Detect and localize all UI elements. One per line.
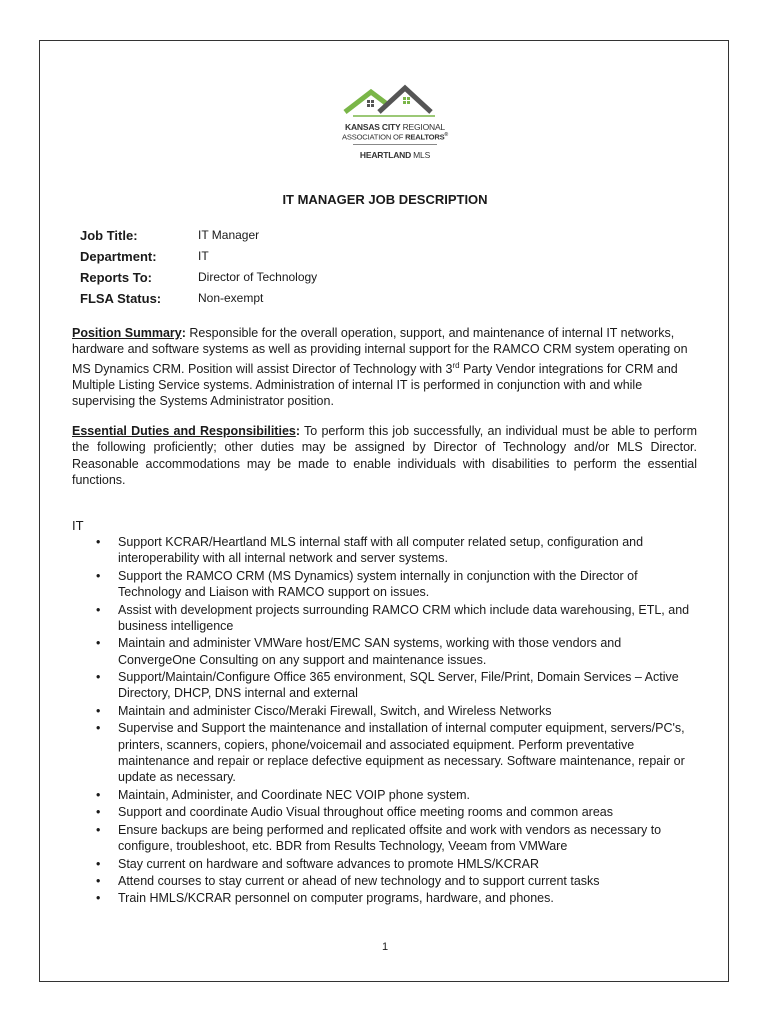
bullet-icon: • (96, 568, 101, 583)
house-roof-logo-icon (335, 84, 455, 124)
list-item: • Maintain and administer Cisco/Meraki Firewall, Switch, and Wireless Networks (96, 703, 552, 718)
reports-to-label: Reports To: (80, 270, 152, 285)
job-title-value: IT Manager (198, 228, 260, 242)
list-item: • Support the RAMCO CRM (MS Dynamics) system internally in conjunction with the Director of Technology and Liaison with RAMCO support on issues. (96, 568, 638, 600)
list-item: • Supervise and Support the maintenance and installation of internal computer equipment, servers/PC's, printers, scanners, copiers, phone/voicemail and associated equipment. Perform preventative maintenance and repair or replace defective equipment as necessary. Software maintenance, repair or update as necessary. (96, 721, 685, 785)
bullet-icon: • (96, 535, 101, 549)
bullet-icon: • (96, 670, 101, 685)
list-item: • Train HMLS/KCRAR personnel on computer programs, hardware, and phones. (96, 891, 554, 906)
bullet-icon: • (96, 856, 101, 871)
it-section-label: IT (72, 518, 84, 533)
essential-duties-intro: Essential Duties and Responsibilities: To perform this job successfully, an individual must be able to perform the following proficiently; other duties may be assigned by Director of Technology and/or MLS Director. Reasonable accommodations may be made to enable individuals with disabilities to perform the essential functions. (72, 424, 697, 487)
position-summary-heading: Position Summary (72, 326, 182, 340)
flsa-status-value: Non-exempt (198, 291, 264, 305)
flsa-status-label: FLSA Status: (80, 291, 162, 306)
duties-list (72, 534, 697, 908)
list-item: • Stay current on hardware and software advances to promote HMLS/KCRAR (96, 856, 540, 871)
bullet-icon: • (96, 636, 101, 651)
bullet-icon: • (96, 805, 101, 820)
department-label: Department: (80, 249, 157, 264)
logo-line-3: HEARTLAND MLS (359, 150, 431, 160)
reports-to-value: Director of Technology (198, 270, 318, 284)
bullet-icon: • (96, 787, 101, 802)
job-title-label: Job Title: (80, 228, 138, 243)
list-item: • Maintain and administer VMWare host/EMC SAN systems, working with those vendors and ConvergeOne Consulting on any support and maintenance issues. (96, 636, 622, 667)
list-item: • Support KCRAR/Heartland MLS internal staff with all computer related setup, configuration and interoperability with all internal network and server systems. (96, 535, 644, 566)
list-item: • Attend courses to stay current or ahead of new technology and to support current tasks (96, 874, 600, 888)
essential-duties-heading: Essential Duties and Responsibilities (72, 424, 296, 438)
logo-divider (353, 144, 437, 145)
list-item: • Support and coordinate Audio Visual throughout office meeting rooms and common areas (96, 805, 613, 820)
logo-line-2: ASSOCIATION OF REALTORS® (341, 132, 449, 142)
list-item: • Ensure backups are being performed and replicated offsite and work with vendors as necessary to configure, troubleshoot, etc. BDR from Results Technology, Veeam from VMWare (96, 822, 662, 854)
bullet-icon: • (96, 874, 101, 888)
list-item: • Maintain, Administer, and Coordinate NEC VOIP phone system. (96, 787, 471, 802)
position-summary: Position Summary: Responsible for the overall operation, support, and maintenance of internal IT networks, hardware and software systems as well as providing internal support for the RAMCO CRM system operating on MS Dynamics CRM. Position will assist Director of Technology with 3rd Party Vendor integrations for CRM and Multiple Listing Service systems. Administration of internal IT is performed in conjunction with and while supervising the Systems Administrator position. (72, 326, 688, 409)
logo-line-1: KANSAS CITY REGIONAL (345, 122, 445, 132)
bullet-icon: • (96, 891, 101, 906)
kcrar-logo (335, 84, 455, 170)
list-item: • Assist with development projects surrounding RAMCO CRM which include data warehousing, ETL, and business intelligence (96, 602, 690, 633)
bullet-icon: • (96, 602, 101, 617)
department-value: IT (198, 249, 209, 263)
bullet-icon: • (96, 721, 101, 736)
bullet-icon: • (96, 703, 101, 718)
list-item: • Support/Maintain/Configure Office 365 environment, SQL Server, File/Print, Domain Services – Active Directory, DHCP, DNS internal and external (96, 670, 679, 701)
bullet-icon: • (96, 822, 101, 837)
document-title: IT MANAGER JOB DESCRIPTION (282, 192, 488, 207)
page-number: 1 (381, 941, 389, 953)
